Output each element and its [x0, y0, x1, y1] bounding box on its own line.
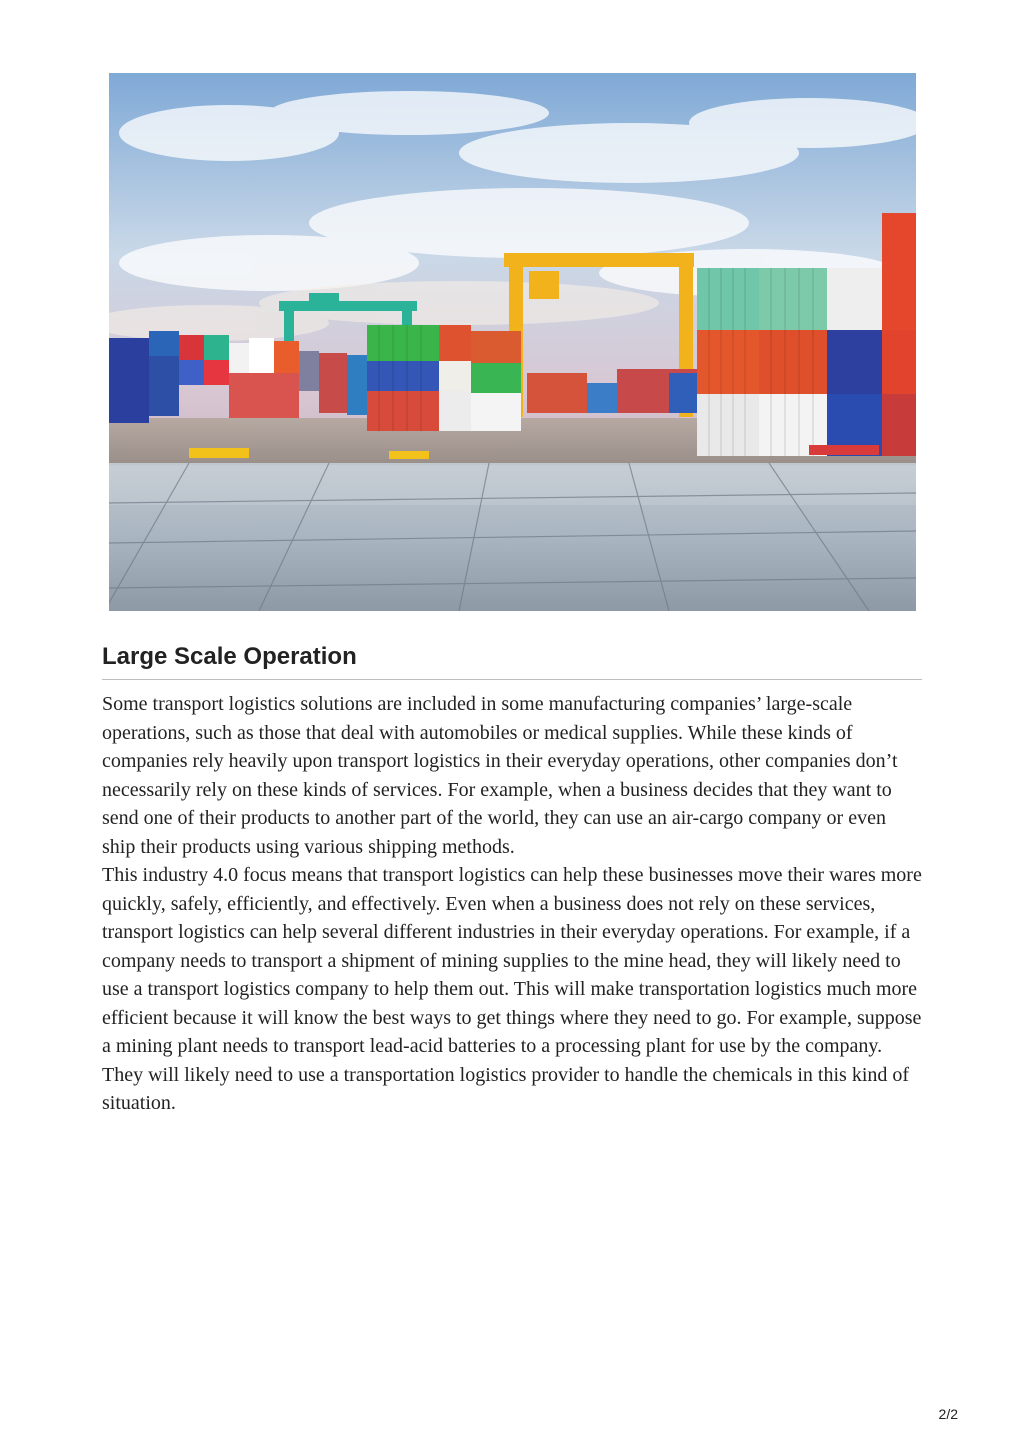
section-title: Large Scale Operation	[102, 641, 922, 680]
article-body	[102, 690, 922, 1118]
paragraph-1: Some transport logistics solutions are included in some manufacturing companies’ large-scale operations, such as those that deal with automobiles or medical supplies. While these kinds of companies rely heavily upon transport logistics in their everyday operations, other companies don’t necessarily rely on these kinds of services. For example, when a business decides that they want to send one of their products to another part of the world, they can use an air-cargo company or even ship their products using various shipping methods.	[102, 693, 898, 858]
hero-image-container-port	[109, 73, 916, 611]
paragraph-2: This industry 4.0 focus means that transport logistics can help these businesses move their wares more quickly, safely, efficiently, and effectively. Even when a business does not rely on these services, transport logistics can help several different industries in their everyday operations. For example, if a company needs to transport a shipment of mining supplies to the mine head, they will likely need to use a transport logistics company to help them out. This will make transportation logistics much more efficient because it will know the best ways to get things where they need to go. For example, suppose a mining plant needs to transport lead-acid batteries to a processing plant for use by the company. They will likely need to use a transportation logistics provider to handle the chemicals in this kind of situation.	[102, 864, 922, 1114]
page-number: 2/2	[938, 1406, 958, 1422]
container-port-illustration	[109, 73, 916, 611]
